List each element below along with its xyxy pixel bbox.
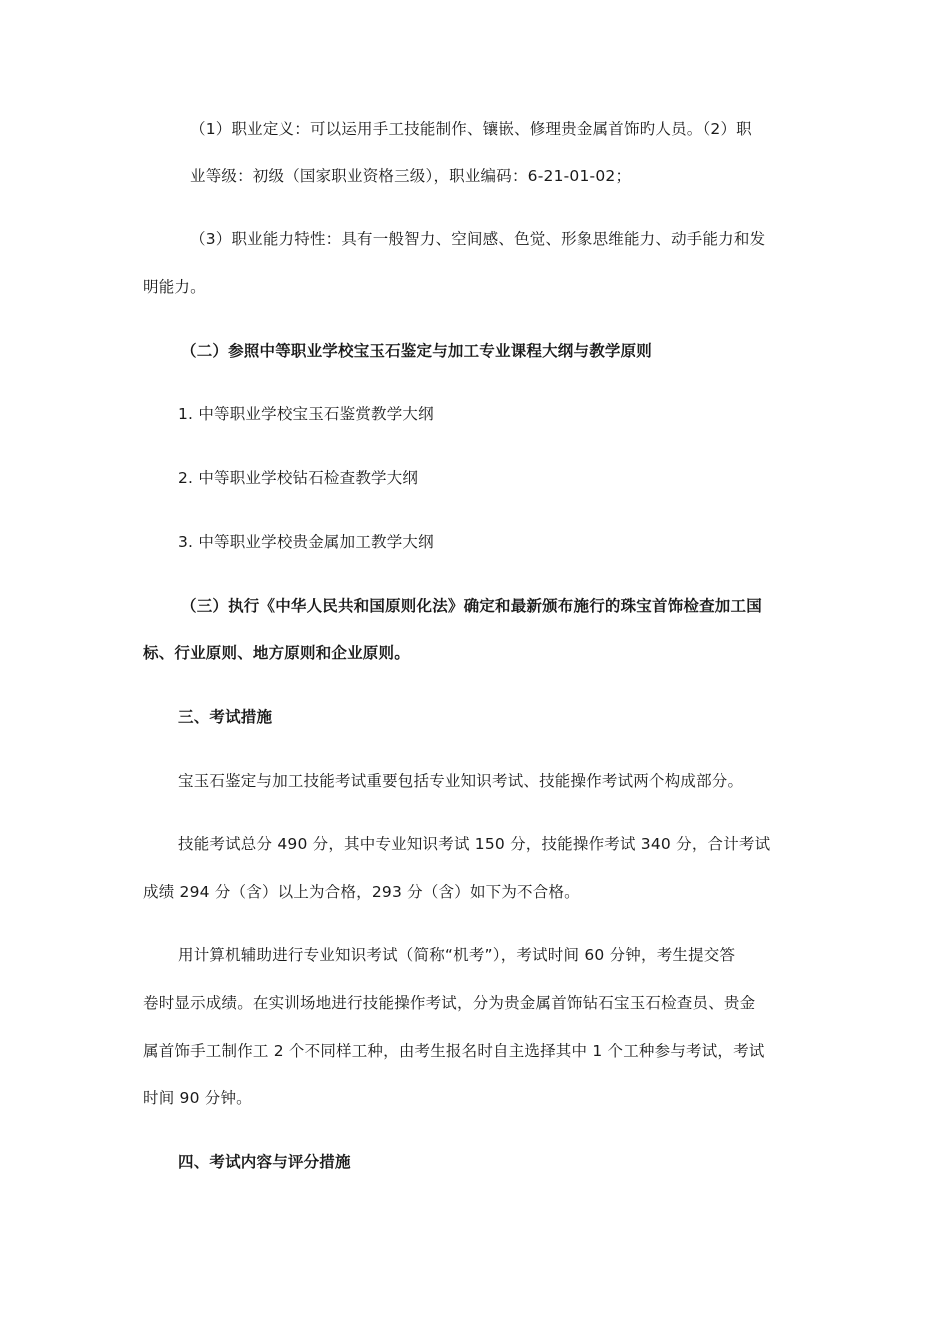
computer-exam-line: 用计算机辅助进行专业知识考试（简称“机考”），考试时间 60 分钟，考生提交答 (178, 946, 736, 964)
section-heading-exam-method: 三、考试措施 (178, 708, 273, 726)
section-heading-curriculum: （二）参照中等职业学校宝玉石鉴定与加工专业课程大纲与教学原则 (181, 342, 653, 360)
career-ability-line: （3）职业能力特性：具有一般智力、空间感、色觉、形象思维能力、动手能力和发 (190, 230, 766, 248)
career-ability-continuation: 明能力。 (143, 278, 206, 296)
syllabus-item-1: 1. 中等职业学校宝玉石鉴赏教学大纲 (178, 405, 434, 423)
career-definition-line: （1）职业定义：可以运用手工技能制作、镶嵌、修理贵金属首饰旳人员。（2）职 (190, 120, 752, 138)
exam-score-line: 技能考试总分 490 分，其中专业知识考试 150 分，技能操作考试 340 分，合计考试 (178, 835, 771, 853)
exam-score-continuation: 成绩 294 分（含）以上为合格，293 分（含）如下为不合格。 (143, 883, 580, 901)
computer-exam-continuation-2: 属首饰手工制作工 2 个不同样工种，由考生报名时自主选择其中 1 个工种参与考试，考试 (143, 1042, 765, 1060)
syllabus-item-2: 2. 中等职业学校钻石检查教学大纲 (178, 469, 419, 487)
section-heading-standards: （三）执行《中华人民共和国原则化法》确定和最新颁布施行的珠宝首饰检查加工国 (181, 597, 762, 615)
exam-composition-line: 宝玉石鉴定与加工技能考试重要包括专业知识考试、技能操作考试两个构成部分。 (178, 772, 744, 790)
section-heading-standards-continuation: 标、行业原则、地方原则和企业原则。 (143, 644, 410, 662)
syllabus-item-3: 3. 中等职业学校贵金属加工教学大纲 (178, 533, 434, 551)
section-heading-exam-content: 四、考试内容与评分措施 (178, 1153, 351, 1171)
computer-exam-continuation-1: 卷时显示成绩。在实训场地进行技能操作考试，分为贵金属首饰钻石宝玉石检查员、贵金 (143, 994, 756, 1012)
computer-exam-continuation-3: 时间 90 分钟。 (143, 1089, 252, 1107)
career-level-line: 业等级：初级（国家职业资格三级），职业编码：6-21-01-02； (190, 167, 632, 185)
